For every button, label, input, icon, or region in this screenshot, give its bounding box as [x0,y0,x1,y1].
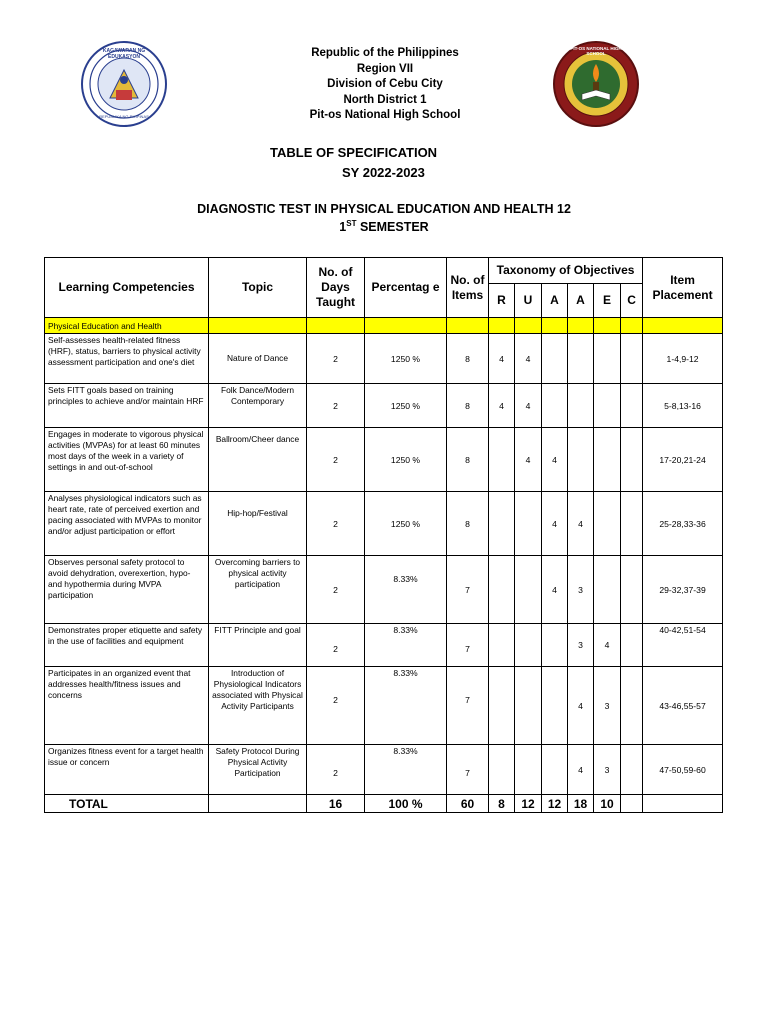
header-line: North District 1 [343,93,427,106]
total-topic [209,795,307,813]
header-tax-r: R [489,284,515,318]
tax-cell: 4 [515,384,542,428]
items-cell: 7 [447,745,489,795]
competency-cell: Analyses physiological indicators such as heart rate, rate of perceived exertion and pacing associated with MVPAs to monitor and/or adjust participation or effort [45,492,209,556]
header-line: Pit-os National High School [309,109,461,122]
tax-cell: 4 [568,667,594,745]
items-cell: 7 [447,556,489,624]
percentage-cell: 8.33% [365,556,447,624]
header-placement: Item Placement [643,258,723,318]
placement-cell: 40-42,51-54 [643,624,723,667]
tax-cell [489,556,515,624]
table-row [45,556,723,624]
deped-seal [80,40,168,128]
tax-cell: 3 [594,667,621,745]
days-cell: 2 [307,334,365,384]
tos-title: TABLE OF SPECIFICATION [270,145,438,160]
header-days: No. of Days Taught [307,258,365,318]
days-cell: 2 [307,556,365,624]
total-days: 16 [307,795,365,813]
topic-cell: Safety Protocol During Physical Activity Participation [209,745,307,795]
competency-cell: Demonstrates proper etiquette and safety in the use of facilities and equipment [45,624,209,667]
tax-cell [542,624,568,667]
total-tax: 10 [594,795,621,813]
tax-cell [621,492,643,556]
tax-cell: 4 [489,384,515,428]
tax-cell [621,624,643,667]
tax-cell [515,556,542,624]
total-placement [643,795,723,813]
table-row [45,384,723,428]
percentage-cell: 1250 % [365,492,447,556]
percentage-cell: 8.33% [365,745,447,795]
days-cell: 2 [307,667,365,745]
header-tax-e: E [594,284,621,318]
total-tax [621,795,643,813]
table-row [45,745,723,795]
total-items: 60 [447,795,489,813]
placement-cell: 43-46,55-57 [643,667,723,745]
percentage-cell: 8.33% [365,667,447,745]
tax-cell: 4 [515,428,542,492]
header-line: Division of Cebu City [327,78,443,91]
section-row [45,318,723,334]
header-percentage: Percentag e [365,258,447,318]
topic-cell: Introduction of Physiological Indicators associated with Physical Activity Participants [209,667,307,745]
tax-cell [489,667,515,745]
header-tax-c: C [621,284,643,318]
tax-cell: 3 [568,556,594,624]
placement-cell: 47-50,59-60 [643,745,723,795]
competency-cell: Engages in moderate to vigorous physical activities (MVPAs) for at least 60 minutes most days of the week in a variety of settings in and out-of-school [45,428,209,492]
tax-cell [515,624,542,667]
topic-cell: Folk Dance/Modern Contemporary [209,384,307,428]
items-cell: 8 [447,492,489,556]
table-row [45,624,723,667]
tax-cell [489,624,515,667]
header-tax-a2: A [568,284,594,318]
header-taxonomy: Taxonomy of Objectives [489,258,643,284]
placement-cell: 29-32,37-39 [643,556,723,624]
header-tax-u: U [515,284,542,318]
tax-cell [594,492,621,556]
items-cell: 8 [447,384,489,428]
total-tax: 12 [542,795,568,813]
placement-cell: 1-4,9-12 [643,334,723,384]
school-seal-text: PIT-OS NATIONAL HIGH SCHOOL [570,46,622,56]
table-row [45,492,723,556]
items-cell: 7 [447,624,489,667]
items-cell: 7 [447,667,489,745]
topic-cell: Overcoming barriers to physical activity participation [209,556,307,624]
competency-cell: Sets FITT goals based on training principles to achieve and/or maintain HRF [45,384,209,428]
tax-cell [594,556,621,624]
topic-cell: Hip-hop/Festival [209,492,307,556]
tax-cell [515,745,542,795]
competency-cell: Self-assesses health-related fitness (HRF), status, barriers to physical activity assessment participation and one's diet [45,334,209,384]
placement-cell: 25-28,33-36 [643,492,723,556]
deped-seal-subtext: REPUBLIKA NG PILIPINAS [99,114,149,119]
tax-cell: 4 [542,492,568,556]
tax-cell [515,492,542,556]
days-cell: 2 [307,745,365,795]
school-header [250,46,520,124]
total-label: TOTAL [45,795,209,813]
percentage-cell: 1250 % [365,334,447,384]
deped-seal-text: KAGAWARAN NG EDUKASYON [102,48,146,60]
table-row [45,334,723,384]
tax-cell [542,667,568,745]
days-cell: 2 [307,384,365,428]
tax-cell [489,428,515,492]
header-tax-a1: A [542,284,568,318]
header-line: Republic of the Philippines [311,47,459,59]
competency-cell: Observes personal safety protocol to avoid dehydration, overexertion, hypo- and hypothermia during MVPA participation [45,556,209,624]
competency-cell: Organizes fitness event for a target health issue or concern [45,745,209,795]
tax-cell [594,334,621,384]
items-cell: 8 [447,428,489,492]
tax-cell: 3 [568,624,594,667]
header-line: Region VII [356,62,414,75]
tax-cell: 4 [594,624,621,667]
items-cell: 8 [447,334,489,384]
total-tax: 18 [568,795,594,813]
semester-title [0,219,768,234]
tax-cell [542,745,568,795]
tax-cell [515,667,542,745]
days-cell: 2 [307,492,365,556]
semester-number: 1 [339,220,347,235]
table-row [45,667,723,745]
total-tax: 12 [515,795,542,813]
tax-cell [489,492,515,556]
tax-cell [621,745,643,795]
tax-cell: 4 [489,334,515,384]
tax-cell: 4 [542,556,568,624]
tax-cell [621,667,643,745]
header-competencies: Learning Competencies [45,258,209,318]
tax-cell [594,384,621,428]
tax-cell [542,384,568,428]
specification-table [44,257,723,813]
tax-cell [568,428,594,492]
tax-cell: 4 [568,492,594,556]
table-row [45,428,723,492]
topic-cell: FITT Principle and goal [209,624,307,667]
tax-cell [489,745,515,795]
section-label: Physical Education and Health [45,318,209,334]
percentage-cell: 8.33% [365,624,447,667]
diagnostic-title: DIAGNOSTIC TEST IN PHYSICAL EDUCATION AND HEALTH 12 [197,202,571,216]
semester-suffix: ST [346,219,357,228]
school-year: SY 2022-2023 [342,165,425,180]
tax-cell [621,334,643,384]
percentage-cell: 1250 % [365,384,447,428]
tax-cell [621,556,643,624]
percentage-cell: 1250 % [365,428,447,492]
tax-cell: 3 [594,745,621,795]
topic-cell: Ballroom/Cheer dance [209,428,307,492]
tax-cell: 4 [515,334,542,384]
header-topic: Topic [209,258,307,318]
tax-cell [542,334,568,384]
tax-cell [621,428,643,492]
days-cell: 2 [307,428,365,492]
placement-cell: 17-20,21-24 [643,428,723,492]
school-seal [552,40,640,128]
tax-cell [568,334,594,384]
topic-cell: Nature of Dance [209,334,307,384]
days-cell: 2 [307,624,365,667]
tax-cell [621,384,643,428]
semester-word: SEMESTER [356,220,429,235]
total-tax: 8 [489,795,515,813]
tax-cell: 4 [542,428,568,492]
placement-cell: 5-8,13-16 [643,384,723,428]
tax-cell: 4 [568,745,594,795]
tax-cell [594,428,621,492]
competency-cell: Participates in an organized event that addresses health/fitness issues and concerns [45,667,209,745]
header-items: No. of Items [447,258,489,318]
tax-cell [568,384,594,428]
total-row [45,795,723,813]
total-percentage: 100 % [365,795,447,813]
